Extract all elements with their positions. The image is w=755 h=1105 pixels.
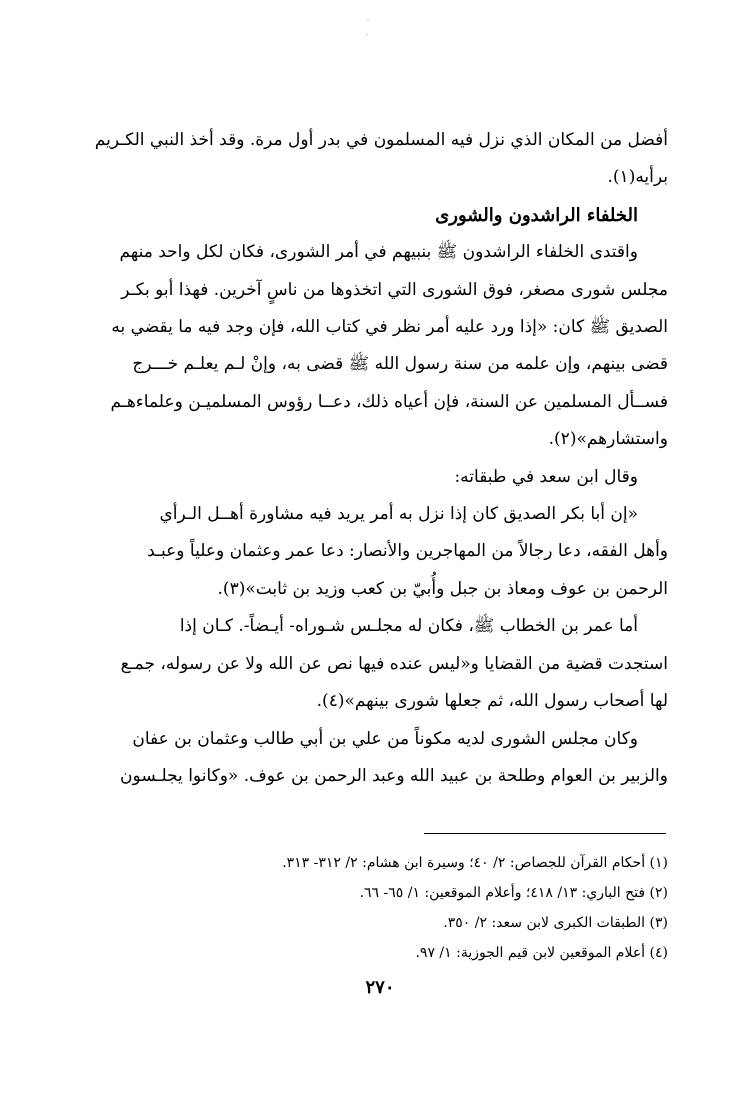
footnote-4: (٤) أعلام الموقعين لابن قيم الجوزية: ١/ ٩٧. <box>415 945 668 961</box>
footnote-2: (٢) فتح الباري: ١٣/ ٤١٨؛ وأعلام الموقعين: ١/ ٦٥- ٦٦. <box>359 885 668 901</box>
text-line: والزبير بن العوام وطلحة بن عبيد الله وعبد الرحمن بن عوف. «وكانوا يجلـسون <box>120 765 668 786</box>
paragraph-quote-abu-bakr <box>86 496 668 608</box>
text-line: «إن أبا بكر الصديق كان إذا نزل به أمر يريد فيه مشاورة أهــل الـرأي <box>159 504 638 525</box>
text-line: الرحمن بن عوف ومعاذ بن جبل وأُبيّ بن كعب وزيد بن ثابت»(٣). <box>217 578 668 599</box>
text-line: أما عمر بن الخطاب ﷺ، فكان له مجلـس شـوراه- أيـضاً-. كـان إذا <box>179 616 638 637</box>
paragraph-continuation <box>86 122 668 197</box>
paragraph-ibn-saad: وقال ابن سعد في طبقاته: <box>454 466 638 487</box>
text-line: قضى بينهم، وإن علمه من سنة رسول الله ﷺ قضى به، وإنْ لـم يعلـم خـــرج <box>132 354 668 375</box>
text-line: أفضل من المكان الذي نزل فيه المسلمون في بدر أول مرة. وقد أخذ النبي الكـريم <box>94 130 668 150</box>
footnote-divider <box>424 833 666 834</box>
text-line: وأهل الفقه، دعا رجالاً من المهاجرين والأنصار: دعا عمر وعثمان وعلياً وعبـد <box>147 541 668 562</box>
text-line: برأيه(١). <box>607 167 668 188</box>
text-line: لها أصحاب رسول الله، ثم جعلها شورى بينهم»(٤). <box>316 691 668 712</box>
page-number: ٢٧٠ <box>365 977 395 998</box>
text-line: وكان مجلس الشورى لديه مكوناً من علي بن أبي طالب وعثمان بن عفان <box>132 728 638 749</box>
footnote-3: (٣) الطبقات الكبرى لابن سعد: ٢/ ٣٥٠. <box>443 915 668 931</box>
text-line: استجدت قضية من القضايا و«ليس عنده فيها نص عن الله ولا عن رسوله، جمـع <box>120 653 668 674</box>
paragraph-council-members <box>86 721 668 796</box>
footnotes <box>200 848 668 968</box>
paragraph-umar <box>86 608 668 720</box>
text-line: فســأل المسلمين عن السنة، فإن أعياه ذلك، دعــا رؤوس المسلميـن وعلماءهـم <box>110 391 668 412</box>
text-line: الصديق ﷺ كان: «إذا ورد عليه أمر نظر في كتاب الله، فإن وجد فيه ما يقضي به <box>111 317 668 338</box>
main-text <box>86 122 668 795</box>
text-line: مجلس شورى مصغر، فوق الشورى التي اتخذوها من ناسٍ آخرين. فهذا أبو بكـر <box>121 279 668 300</box>
paragraph-rashidun <box>86 234 668 458</box>
scan-speck-mark: ˙ · <box>365 18 371 42</box>
text-line: واقتدى الخلفاء الراشدون ﷺ بنبيهم في أمر الشورى، فكان لكل واحد منهم <box>119 242 638 263</box>
text-line: واستشارهم»(٢). <box>548 429 668 450</box>
footnote-1: (١) أحكام القرآن للجصاص: ٢/ ٤٠؛ وسيرة ابن هشام: ٢/ ٣١٢- ٣١٣. <box>282 855 668 871</box>
section-heading: الخلفاء الراشدون والشورى <box>435 204 638 226</box>
